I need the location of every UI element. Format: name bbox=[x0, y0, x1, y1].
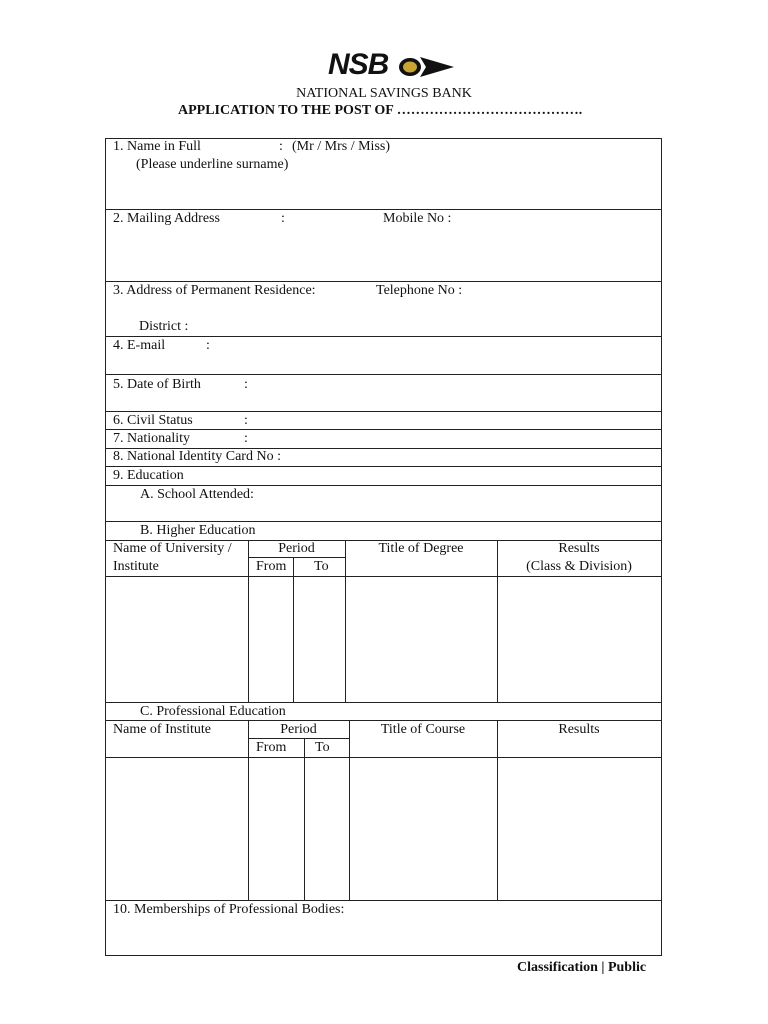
q9-c-label: C. Professional Education bbox=[140, 704, 286, 719]
logo-text: NSB bbox=[328, 48, 389, 81]
he-to-header: To bbox=[314, 559, 329, 574]
q4-colon: : bbox=[206, 338, 210, 353]
he-degree-header: Title of Degree bbox=[378, 541, 464, 556]
q10-label: 10. Memberships of Professional Bodies: bbox=[113, 902, 345, 917]
q1-label: 1. Name in Full bbox=[113, 139, 201, 154]
q9-a-label: A. School Attended: bbox=[140, 487, 254, 502]
q8-label: 8. National Identity Card No : bbox=[113, 449, 281, 464]
q1-title-options: (Mr / Mrs / Miss) bbox=[292, 139, 391, 154]
pe-to-header: To bbox=[315, 740, 330, 755]
pe-institute-header: Name of Institute bbox=[113, 722, 211, 737]
he-university-header: Name of University / bbox=[113, 541, 232, 556]
q9-b-label: B. Higher Education bbox=[140, 523, 256, 538]
q2-label: 2. Mailing Address bbox=[113, 211, 220, 226]
q1-colon: : bbox=[279, 139, 283, 154]
he-results-header: Results bbox=[558, 541, 600, 556]
pe-course-header: Title of Course bbox=[380, 722, 466, 737]
q1-note: (Please underline surname) bbox=[136, 157, 289, 172]
q7-colon: : bbox=[244, 431, 248, 446]
q6-label: 6. Civil Status bbox=[113, 413, 193, 428]
pe-results-header: Results bbox=[558, 722, 600, 737]
q3-label: 3. Address of Permanent Residence: bbox=[113, 283, 316, 298]
pe-period-header: Period bbox=[280, 722, 317, 737]
pe-from-header: From bbox=[256, 740, 287, 755]
bank-name: NATIONAL SAVINGS BANK bbox=[296, 86, 472, 101]
classification-label: Classification | Public bbox=[517, 960, 647, 975]
q2-colon: : bbox=[281, 211, 285, 226]
he-from-header: From bbox=[256, 559, 287, 574]
logo-emblem-icon bbox=[328, 52, 458, 84]
q6-colon: : bbox=[244, 413, 248, 428]
q4-label: 4. E-mail bbox=[113, 338, 166, 353]
q3-telephone-label: Telephone No : bbox=[376, 283, 463, 298]
he-period-header: Period bbox=[278, 541, 315, 556]
application-title: APPLICATION TO THE POST OF …………………………………. bbox=[178, 103, 583, 118]
q3-district-label: District : bbox=[139, 319, 189, 334]
he-institute-header: Institute bbox=[113, 559, 159, 574]
he-class-division-header: (Class & Division) bbox=[526, 559, 632, 574]
q7-label: 7. Nationality bbox=[113, 431, 190, 446]
q9-label: 9. Education bbox=[113, 468, 184, 483]
nsb-logo bbox=[328, 48, 458, 84]
q5-colon: : bbox=[244, 377, 248, 392]
q2-mobile-label: Mobile No : bbox=[383, 211, 452, 226]
q5-label: 5. Date of Birth bbox=[113, 377, 201, 392]
